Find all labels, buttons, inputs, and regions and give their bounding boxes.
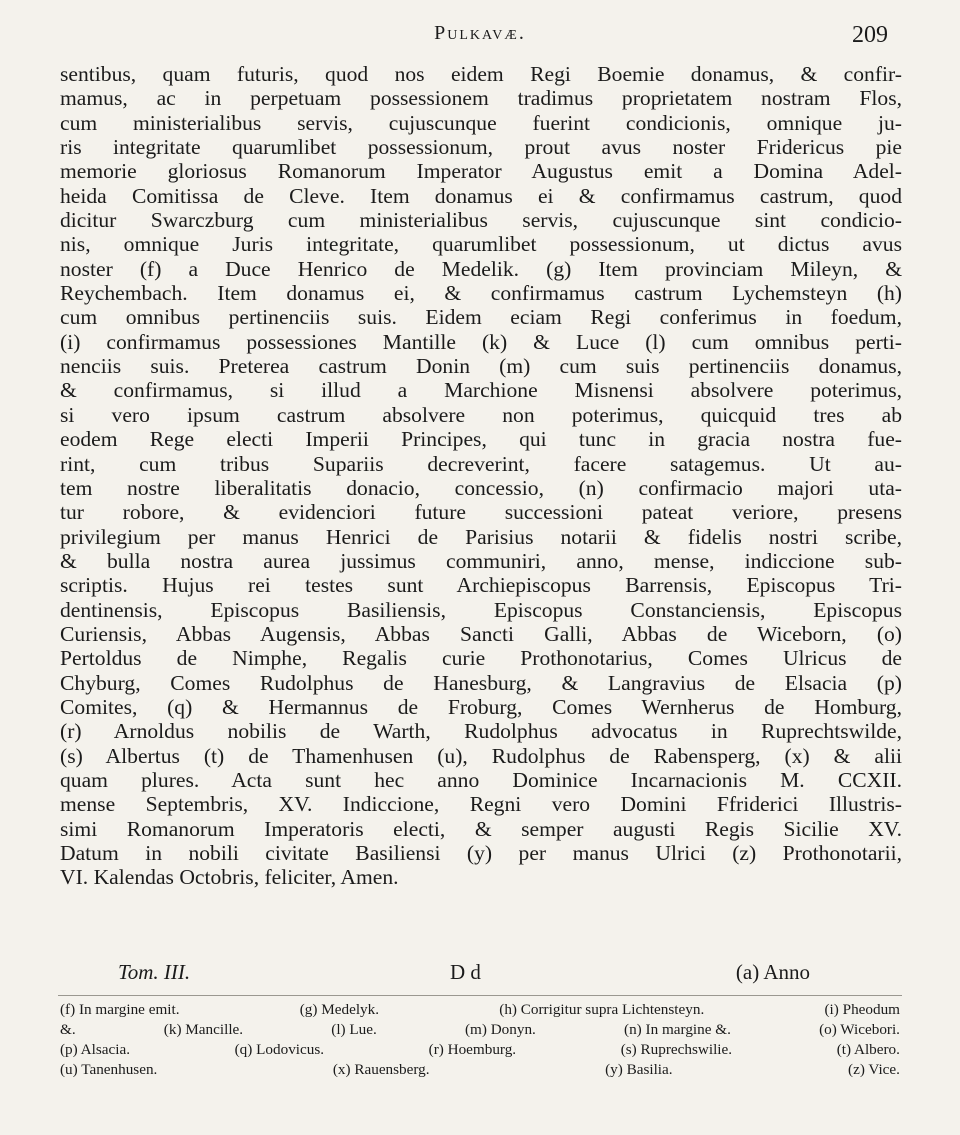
text-line: VI. Kalendas Octobris, feliciter, Amen. (60, 865, 399, 890)
text-line: Comites, (q) & Hermannus de Froburg, Comes Wernherus de Homburg, (60, 694, 902, 719)
footnote: (l) Lue. (331, 1021, 377, 1038)
footnote: &. (60, 1021, 76, 1038)
text-line: si vero ipsum castrum absolvere non poterimus, quicquid tres ab (60, 402, 902, 427)
text-line: & confirmamus, si illud a Marchione Misnensi absolvere poterimus, (60, 378, 902, 403)
text-line: cum ministerialibus servis, cujuscunque fuerint condicionis, omnique ju- (60, 110, 902, 135)
footnote: (i) Pheodum (824, 1001, 900, 1018)
main-text (60, 62, 902, 890)
text-line: tem nostre liberalitatis donacio, concessio, (n) confirmacio majori uta- (60, 475, 902, 500)
footnote: (z) Vice. (848, 1061, 900, 1078)
footnote: (f) In margine emit. (60, 1001, 180, 1018)
footnote: (q) Lodovicus. (234, 1041, 325, 1058)
volume-label: Tom. III. (118, 960, 191, 984)
footnote-divider (58, 995, 902, 996)
footnote: (n) In margine &. (624, 1021, 731, 1038)
text-line: tur robore, & evidenciori future successioni pateat veriore, presens (60, 500, 902, 525)
text-line: nenciis suis. Preterea castrum Donin (m) cum suis pertinenciis donamus, (60, 354, 902, 379)
text-line: heida Comitissa de Cleve. Item donamus ei & confirmamus castrum, quod (60, 183, 902, 208)
text-line: cum omnibus pertinenciis suis. Eidem eciam Regi conferimus in foedum, (60, 305, 902, 330)
footnote-row (60, 1000, 900, 1020)
page-number: 209 (852, 22, 888, 48)
footnote: (x) Rauensberg. (332, 1061, 430, 1078)
text-line: (s) Albertus (t) de Thamenhusen (u), Rudolphus de Rabensperg, (x) & alii (60, 743, 902, 768)
text-line: dentinensis, Episcopus Basiliensis, Episcopus Constanciensis, Episcopus (60, 597, 902, 622)
footnote: (s) Ruprechswilie. (620, 1041, 733, 1058)
signature-mark: D d (450, 960, 481, 984)
footnote: (u) Tanenhusen. (60, 1061, 158, 1078)
footnotes (60, 1000, 900, 1080)
text-line: (r) Arnoldus nobilis de Warth, Rudolphus advocatus in Ruprechtswilde, (60, 719, 902, 744)
text-line: privilegium per manus Henrici de Parisius notarii & fidelis nostri scribe, (60, 524, 902, 549)
text-line: Datum in nobili civitate Basiliensi (y) per manus Ulrici (z) Prothonotarii, (60, 841, 902, 865)
text-line: sentibus, quam futuris, quod nos eidem Regi Boemie donamus, & confir- (60, 62, 902, 86)
text-line: noster (f) a Duce Henrico de Medelik. (g) Item provinciam Mileyn, & (60, 256, 902, 281)
footnote: (r) Hoemburg. (428, 1041, 517, 1058)
text-line: rint, cum tribus Supariis decreverint, facere satagemus. Ut au- (60, 451, 902, 476)
footnote: (m) Donyn. (464, 1021, 536, 1038)
footnote: (o) Wicebori. (819, 1021, 900, 1038)
text-line: memorie gloriosus Romanorum Imperator Augustus emit a Domina Adel- (60, 159, 902, 184)
text-line: simi Romanorum Imperatoris electi, & semper augusti Regis Sicilie XV. (60, 816, 902, 841)
footnote: (t) Albero. (836, 1041, 900, 1058)
footnote: (g) Medelyk. (299, 1001, 380, 1018)
text-line: quam plures. Acta sunt hec anno Dominice Incarnacionis M. CCXII. (60, 767, 902, 792)
footnote-row (60, 1020, 900, 1040)
page-footer (118, 960, 810, 988)
text-line: mamus, ac in perpetuam possessionem tradimus proprietatem nostram Flos, (60, 86, 902, 111)
footnote: (p) Alsacia. (60, 1041, 131, 1058)
catchword: (a) Anno (735, 960, 810, 984)
text-line: dicitur Swarczburg cum ministerialibus servis, cujuscunque sint condicio- (60, 208, 902, 233)
text-line: Chyburg, Comes Rudolphus de Hanesburg, & Langravius de Elsacia (p) (60, 670, 902, 695)
page-header (60, 22, 900, 62)
running-head: Pulkavæ. (434, 22, 526, 44)
text-line: eodem Rege electi Imperii Principes, qui tunc in gracia nostra fue- (60, 427, 902, 452)
footnote-row (60, 1040, 900, 1060)
footnote: (y) Basilia. (605, 1061, 673, 1078)
text-line: & bulla nostra aurea jussimus communiri, anno, mense, indiccione sub- (60, 548, 902, 573)
text-line: Pertoldus de Nimphe, Regalis curie Prothonotarius, Comes Ulricus de (60, 646, 902, 671)
text-line: Reychembach. Item donamus ei, & confirmamus castrum Lychemsteyn (h) (60, 281, 902, 306)
text-line: (i) confirmamus possessiones Mantille (k) & Luce (l) cum omnibus perti- (60, 329, 902, 354)
footnote: (k) Mancille. (163, 1021, 244, 1038)
text-line: Curiensis, Abbas Augensis, Abbas Sancti Galli, Abbas de Wiceborn, (o) (60, 621, 902, 646)
footnote: (h) Corrigitur supra Lichtensteyn. (499, 1001, 705, 1018)
text-line: ris integritate quarumlibet possessionum, prout avus noster Fridericus pie (60, 135, 902, 160)
text-line: mense Septembris, XV. Indiccione, Regni vero Domini Ffriderici Illustris- (60, 792, 902, 817)
footnote-row (60, 1060, 900, 1080)
text-line: nis, omnique Juris integritate, quarumlibet possessionum, ut dictus avus (60, 232, 902, 257)
text-line: scriptis. Hujus rei testes sunt Archiepiscopus Barrensis, Episcopus Tri- (60, 573, 902, 598)
